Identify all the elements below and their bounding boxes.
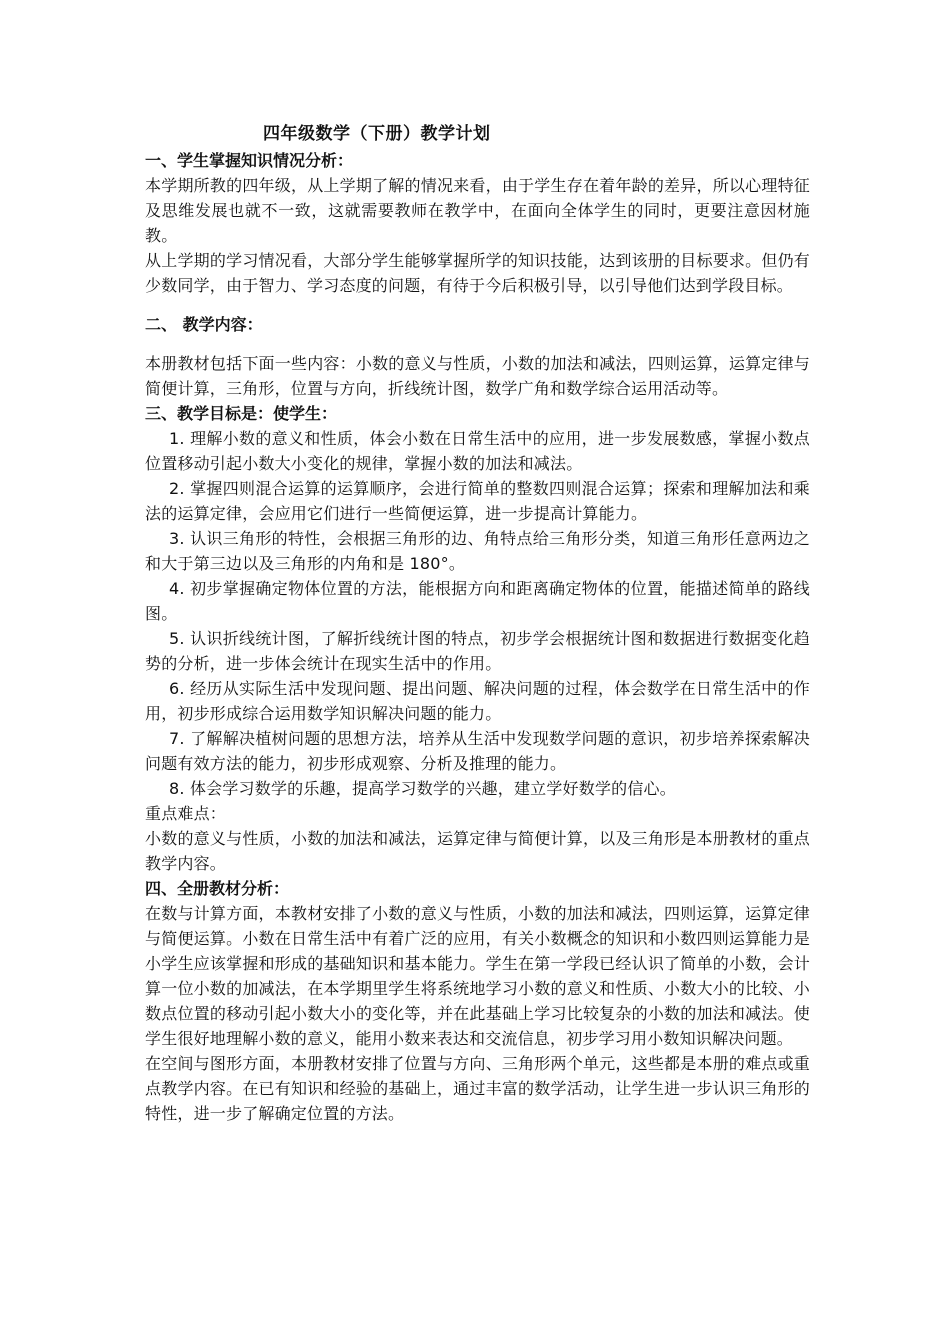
paragraph-content: 本册教材包括下面一些内容：小数的意义与性质，小数的加法和减法，四则运算，运算定律与简便计算，三角形，位置与方向，折线统计图，数学广角和数学综合运用活动等。: [145, 354, 810, 398]
paragraph-textbook-analysis-2: 在空间与图形方面，本册教材安排了位置与方向、三角形两个单元，这些都是本册的难点或重点教学内容。在已有知识和经验的基础上，通过丰富的数学活动，让学生进一步认识三角形的特性，进一步了解确定位置的方法。: [145, 1054, 810, 1123]
goal-item-6: 6. 经历从实际生活中发现问题、提出问题、解决问题的过程，体会数学在日常生活中的作用，初步形成综合运用数学知识解决问题的能力。: [145, 679, 810, 723]
goal-item-3: 3. 认识三角形的特性，会根据三角形的边、角特点给三角形分类，知道三角形任意两边之和大于第三边以及三角形的内角和是 180°。: [145, 529, 810, 573]
key-points-text: 小数的意义与性质，小数的加法和减法，运算定律与简便计算，以及三角形是本册教材的重点教学内容。: [145, 829, 810, 873]
goal-item-7: 7. 了解解决植树问题的思想方法，培养从生活中发现数学问题的意识，初步培养探索解决问题有效方法的能力，初步形成观察、分析及推理的能力。: [145, 729, 810, 773]
goal-item-5: 5. 认识折线统计图，了解折线统计图的特点，初步学会根据统计图和数据进行数据变化趋势的分析，进一步体会统计在现实生活中的作用。: [145, 629, 810, 673]
goal-item-2: 2. 掌握四则混合运算的运算顺序，会进行简单的整数四则混合运算；探索和理解加法和乘法的运算定律，会应用它们进行一些简便运算，进一步提高计算能力。: [145, 479, 810, 523]
paragraph-student-analysis-1: 本学期所教的四年级，从上学期了解的情况来看，由于学生存在着年龄的差异，所以心理特征及思维发展也就不一致，这就需要教师在教学中，在面向全体学生的同时，更要注意因材施教。: [145, 176, 810, 245]
key-points-label: 重点难点：: [145, 804, 227, 823]
paragraph-student-analysis-2: 从上学期的学习情况看，大部分学生能够掌握所学的知识技能，达到该册的目标要求。但仍有少数同学，由于智力、学习态度的问题，有待于今后积极引导，以引导他们达到学段目标。: [145, 251, 810, 295]
goal-item-8: 8. 体会学习数学的乐趣，提高学习数学的兴趣，建立学好数学的信心。: [169, 779, 676, 798]
goal-item-4: 4. 初步掌握确定物体位置的方法，能根据方向和距离确定物体的位置，能描述简单的路线图。: [145, 579, 810, 623]
section-heading-goals: 三、教学目标是：使学生：: [145, 404, 338, 423]
paragraph-textbook-analysis-1: 在数与计算方面，本教材安排了小数的意义与性质，小数的加法和减法，四则运算，运算定律与简便运算。小数在日常生活中有着广泛的应用，有关小数概念的知识和小数四则运算能力是小学生应该掌握和形成的基础知识和基本能力。学生在第一学段已经认识了简单的小数，会计算一位小数的加减法，在本学期里学生将系统地学习小数的意义和性质、小数大小的比较、小数点位置的移动引起小数大小的变化等，并在此基础上学习比较复杂的小数的加法和减法。使学生很好地理解小数的意义，能用小数来表达和交流信息，初步学习用小数知识解决问题。: [145, 904, 810, 1048]
document-title: 四年级数学（下册）教学计划: [263, 124, 491, 144]
goal-item-1: 1. 理解小数的意义和性质，体会小数在日常生活中的应用，进一步发展数感，掌握小数点位置移动引起小数大小变化的规律，掌握小数的加法和减法。: [145, 429, 810, 473]
section-heading-textbook-analysis: 四、全册教材分析：: [145, 879, 290, 898]
document-page: [145, 120, 810, 1126]
section-heading-student-analysis: 一、学生掌握知识情况分析：: [145, 151, 354, 170]
section-heading-content: 二、 教学内容：: [145, 315, 263, 334]
